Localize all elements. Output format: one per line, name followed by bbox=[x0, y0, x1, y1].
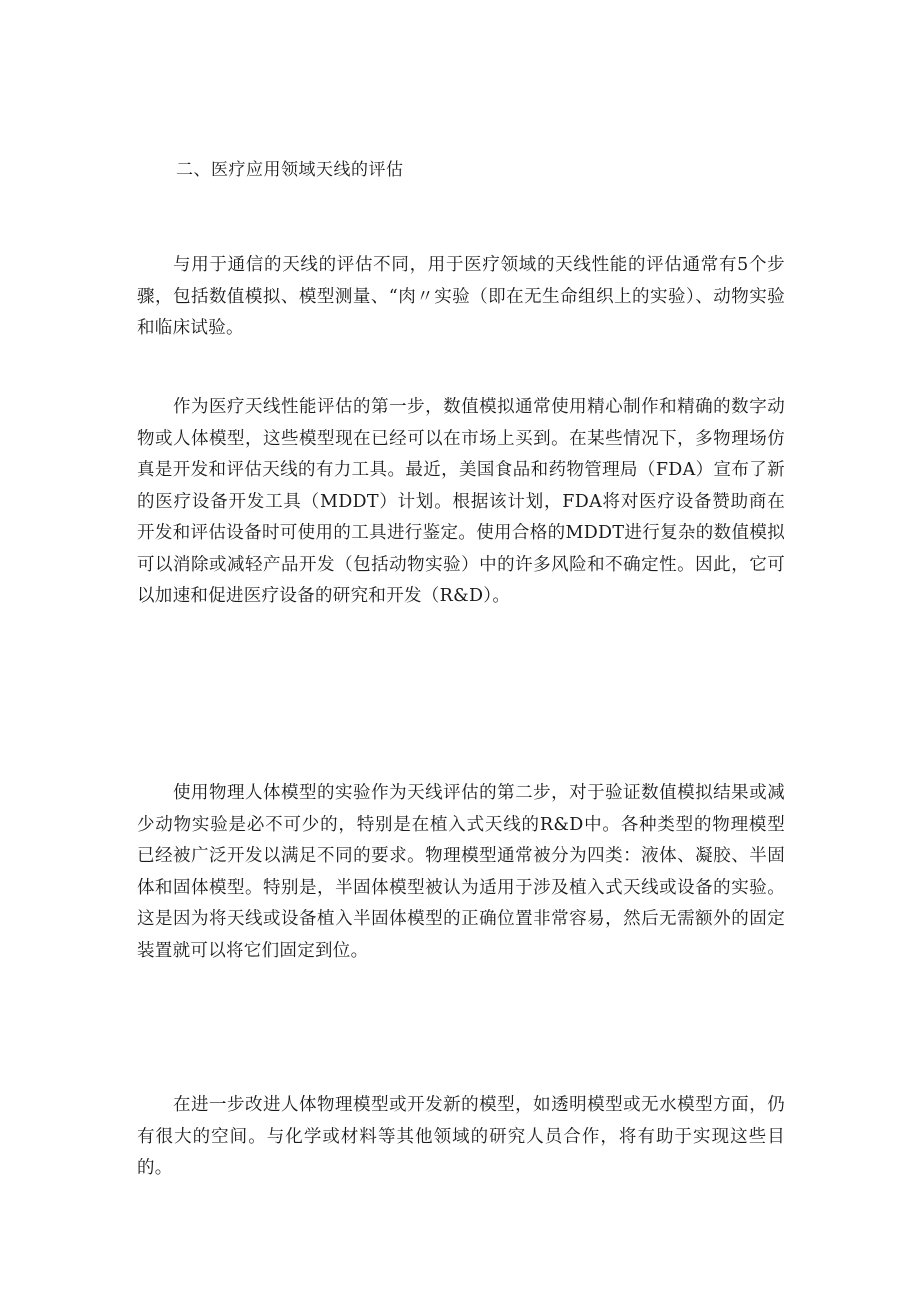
paragraph-future-work: 在进一步改进人体物理模型或开发新的模型，如透明模型或无水模型方面，仍有很大的空间。与化学或材料等其他领域的研究人员合作，将有助于实现这些目的。 bbox=[137, 1095, 785, 1178]
paragraph-evaluation-steps: 与用于通信的天线的评估不同，用于医疗领域的天线性能的评估通常有5个步骤，包括数值模拟、模型测量、“肉〃实验（即在无生命组织上的实验）、动物实验和临床试验。 bbox=[137, 255, 785, 338]
section-heading: 二、医疗应用领域天线的评估 bbox=[176, 160, 404, 180]
paragraph-physical-phantoms: 使用物理人体模型的实验作为天线评估的第二步，对于验证数值模拟结果或减少动物实验是必不可少的，特别是在植入式天线的R&D中。各种类型的物理模型已经被广泛开发以满足不同的要求。物理模型通常被分为四类：液体、凝胶、半固体和固体模型。特别是，半固体模型被认为适用于涉及植入式天线或设备的实验。这是因为将天线或设备植入半固体模型的正确位置非常容易，然后无需额外的固定装置就可以将它们固定到位。 bbox=[137, 783, 785, 961]
paragraph-numerical-simulation: 作为医疗天线性能评估的第一步，数值模拟通常使用精心制作和精确的数字动物或人体模型，这些模型现在已经可以在市场上买到。在某些情况下，多物理场仿真是开发和评估天线的有力工具。最近，美国食品和药物管理局（FDA）宣布了新的医疗设备开发工具（MDDT）计划。根据该计划，FDA将对医疗设备赞助商在开发和评估设备时可使用的工具进行鉴定。使用合格的MDDT进行复杂的数值模拟可以消除或减轻产品开发（包括动物实验）中的许多风险和不确定性。因此，它可以加速和促进医疗设备的研究和开发（R&D）。 bbox=[137, 397, 785, 606]
